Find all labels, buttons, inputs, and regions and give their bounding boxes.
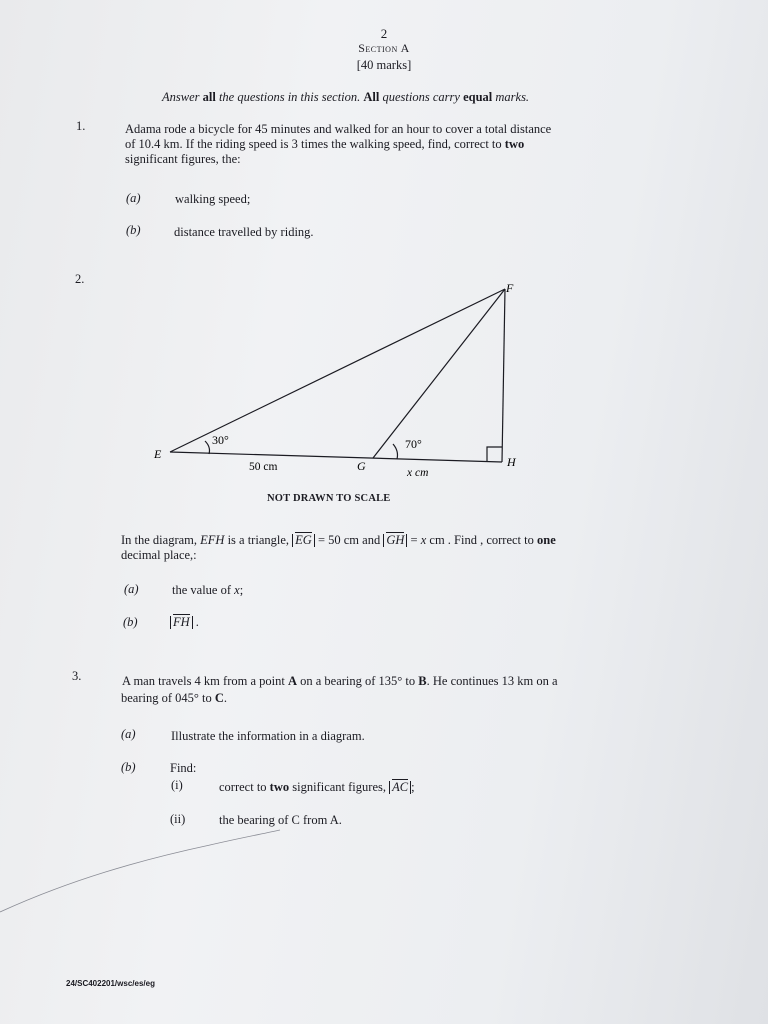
section-instruction: Answer all the questions in this section. All questions carry equal marks.: [162, 90, 530, 104]
angle-label-E: 30°: [212, 433, 229, 447]
question-3-text-line1: A man travels 4 km from a point A on a bearing of 135° to B. He continues 13 km on a: [122, 674, 558, 688]
question-3bi-text: correct to two significant figures, AC ;: [219, 780, 415, 794]
question-1-text: Adama rode a bicycle for 45 minutes and walked for an hour to cover a total distance of 10.4 km. If the riding speed is 3 times the walking speed, find, correct to two significant figures, the:: [125, 122, 552, 166]
question-2a-text: the value of x;: [172, 583, 244, 597]
question-2a-label: (a): [124, 582, 139, 596]
section-marks: [40 marks]: [356, 58, 412, 72]
question-1a-text: walking speed;: [175, 192, 251, 206]
question-2b-label: (b): [123, 615, 138, 629]
question-3a-label: (a): [121, 727, 136, 741]
question-1b-text: distance travelled by riding.: [174, 225, 314, 239]
vertex-label-E: E: [154, 447, 162, 461]
angle-label-G: 70°: [405, 437, 422, 451]
paper-code: 24/SC402201/wsc/es/eg: [66, 979, 155, 988]
question-3bii-text: the bearing of C from A.: [219, 813, 342, 827]
question-2b-text: FH .: [170, 615, 199, 630]
not-to-scale-note: NOT DRAWN TO SCALE: [267, 493, 391, 504]
question-3a-text: Illustrate the information in a diagram.: [171, 729, 365, 743]
vertex-label-H: H: [507, 455, 516, 469]
section-title: Section A: [358, 41, 410, 55]
question-3-number: 3.: [72, 669, 82, 683]
question-1-number: 1.: [76, 119, 86, 133]
length-label-GH: x cm: [407, 467, 429, 479]
vertex-label-F: F: [506, 281, 514, 295]
question-1b-label: (b): [126, 223, 141, 237]
question-3bi-label: (i): [171, 778, 183, 792]
question-2-text-line2: decimal place,:: [121, 548, 197, 562]
question-2-number: 2.: [75, 272, 85, 286]
vertex-label-G: G: [357, 459, 366, 473]
page-number: 2: [380, 26, 388, 41]
question-3b-text: Find:: [170, 761, 197, 775]
length-label-EG: 50 cm: [249, 461, 278, 473]
question-3-text-line2: bearing of 045° to C.: [121, 691, 228, 705]
question-3b-label: (b): [121, 760, 136, 774]
question-1a-label: (a): [126, 191, 141, 205]
question-3bii-label: (ii): [170, 812, 186, 826]
question-2-text-line1: In the diagram, EFH is a triangle, EG = 50 cm and GH = x cm . Find , correct to one: [121, 533, 556, 547]
